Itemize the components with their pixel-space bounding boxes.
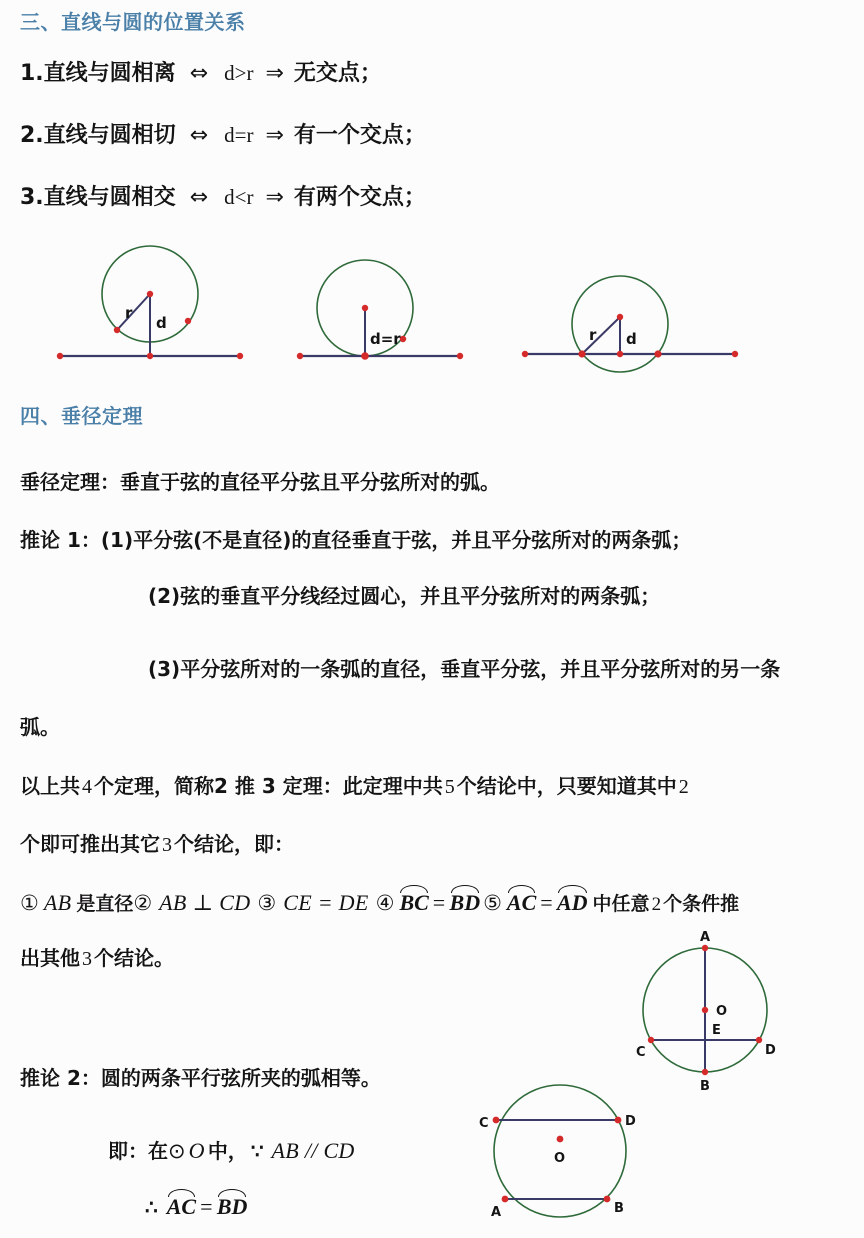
because-symbol: ∵ [250,1141,264,1163]
summary-number-2: 5 [444,776,455,798]
conditions-line2-b: 个结论。 [94,946,174,970]
point-B [702,1069,708,1075]
corollary-1-item-3: (3)平分弦所对的一条弧的直径，垂直平分弦，并且平分弦所对的另一条 [148,657,781,681]
label-D: D [625,1114,636,1129]
given-prefix: 即：在 [108,1139,168,1163]
figure2-distance-label: d=r [370,330,401,348]
tangency-point [361,352,369,360]
corollary-1-line-1 [20,524,691,553]
condition-5-arc-2: AD [556,890,588,915]
conclusion-arc-1: AC [166,1194,197,1219]
summary-line-1 [20,770,691,799]
intersection-left [578,350,585,357]
line-right-endpoint [237,353,243,359]
relation-1-implies: ⇒ [265,61,284,86]
condition-1-suffix: 是直径 [76,893,134,915]
conditions-line2-a: 出其他 [20,946,80,970]
point-D [615,1117,622,1124]
figure-perpendicular-diameter-circle [625,928,800,1093]
therefore-symbol: ∴ [145,1197,158,1219]
line-left-endpoint [297,353,303,359]
label-C: C [636,1045,646,1060]
section-4-heading: 四、垂径定理 [20,404,143,428]
label-E: E [712,1023,721,1038]
relation-2-implies: ⇒ [265,123,284,148]
relation-3-implies: ⇒ [265,185,284,210]
conditions-line-2 [20,942,174,971]
conditions-line2-number: 3 [82,948,92,970]
point-A [702,945,708,951]
point-D [756,1037,762,1043]
radius-segment [117,294,150,330]
line-left-endpoint [57,353,63,359]
corollary-1-item-2: (2)弦的垂直平分线经过圆心，并且平分弦所对的两条弧； [148,584,661,608]
label-A: A [491,1205,502,1220]
summary-number-3: 2 [678,776,689,798]
relation-3-equiv: ⇔ [189,185,209,210]
relation-1-equiv: ⇔ [189,61,209,86]
circle-center-name: O [188,1138,205,1163]
condition-4-equals: = [432,890,446,915]
label-D: D [765,1043,776,1058]
relation-1-result: 无交点； [293,61,382,86]
figure3-distance-label: d [626,330,637,348]
relation-line-1 [20,62,382,86]
figure3-radius-label: r [589,326,597,344]
point-C [493,1117,500,1124]
condition-4-arc-1: BC [399,890,429,915]
corollary-2-text: 圆的两条平行弦所夹的弧相等。 [100,1066,381,1090]
given-mid: 中， [207,1139,248,1163]
line-right-endpoint [732,351,738,357]
relation-2-name: 直线与圆相切 [43,123,176,148]
conditions-tail: 中任意 [592,893,650,915]
corollary-1-item-1: (1)平分弦(不是直径)的直径垂直于弦，并且平分弦所对的两条弧； [100,528,692,552]
label-O: O [716,1004,728,1019]
summary-line-2 [20,828,294,857]
summary-line2-b: 个结论，即： [174,832,294,856]
label-A: A [700,930,711,945]
relation-1-condition: d>r [224,61,254,85]
conditions-tail-number: 2 [651,894,662,915]
relation-1-index: 1. [20,61,44,86]
relation-3-name: 直线与圆相交 [43,185,176,210]
relation-1-name: 直线与圆相离 [43,61,176,86]
conditions-line-1 [20,888,739,916]
summary-part4: 个结论中，只要知道其中 [456,774,677,798]
perpendicular-diameter-theorem-text: 垂径定理：垂直于弦的直径平分弦且平分弦所对的弧。 [20,470,500,494]
summary-part1: 以上共 [20,774,80,798]
figure-line-circle-tangent [290,236,510,376]
summary-part2: 个定理，简称 [94,774,214,798]
circle-marker-point [185,318,191,324]
intersection-right [654,350,661,357]
summary-part3: ：此定理中共 [322,774,443,798]
label-O: O [554,1151,566,1166]
conditions-tail-2: 个条件推 [663,893,740,915]
center-point [362,305,368,311]
relation-2-equiv: ⇔ [189,123,209,148]
corollary-2-label: 推论 2： [20,1066,101,1090]
condition-5-equals: = [540,890,553,915]
summary-bold-term: 2 推 3 定理 [214,774,323,798]
summary-number-4: 3 [162,834,172,856]
label-C: C [479,1116,489,1131]
condition-3-expression: CE = DE [283,890,369,915]
relation-line-2 [20,124,426,148]
relation-2-condition: d=r [224,123,254,147]
corollary-2-given-line [108,1135,355,1164]
summary-number-1: 4 [82,776,92,798]
point-O-center [702,1007,708,1013]
relation-line-3 [20,186,426,210]
condition-5-arc-1: AC [506,890,537,915]
figure-line-circle-separate [46,236,266,376]
line-right-endpoint [457,353,463,359]
point-B [604,1196,611,1203]
label-B: B [614,1201,624,1216]
relation-3-condition: d<r [224,185,254,209]
conclusion-arc-2: BD [216,1194,248,1219]
relation-2-index: 2. [20,123,44,148]
conclusion-equals: = [200,1194,213,1219]
center-point [617,314,623,320]
figure1-distance-label: d [156,314,167,332]
relation-3-result: 有两个交点； [293,185,426,210]
corollary-1-item-4: 弧。 [20,715,60,739]
radius-segment [582,317,620,354]
corollary-2-conclusion-line [142,1192,248,1220]
corollary-2-line [20,1062,381,1091]
center-point [147,291,153,297]
point-A [502,1196,509,1203]
summary-line2-a: 个即可推出其它 [20,832,160,856]
given-relation: AB // CD [271,1138,355,1163]
circle-marker-point [400,336,406,342]
corollary-1-label: 推论 1： [20,528,101,552]
condition-1-expression: AB [43,890,72,915]
point-C [648,1037,654,1043]
condition-4-marker: ④ [375,891,395,915]
line-left-endpoint [522,351,528,357]
circle-symbol-icon: ⊙ [168,1139,186,1163]
radius-endpoint [114,327,120,333]
condition-5-marker: ⑤ [483,891,502,915]
figure1-radius-label: r [125,304,133,322]
foot-point [617,351,623,357]
figure-parallel-chords-circle [462,1078,667,1238]
condition-2-expression: AB ⊥ CD [159,890,251,915]
label-B: B [700,1079,710,1094]
foot-point [147,353,153,359]
relation-3-index: 3. [20,185,44,210]
point-O-center [557,1136,564,1143]
relation-2-result: 有一个交点； [293,123,426,148]
condition-1-marker: ① [20,891,39,915]
section-3-heading: 三、直线与圆的位置关系 [20,10,246,34]
condition-3-marker: ③ [257,891,277,915]
condition-4-arc-2: BD [449,890,481,915]
figure-line-circle-intersecting [510,236,760,376]
condition-2-marker: ② [133,891,153,915]
